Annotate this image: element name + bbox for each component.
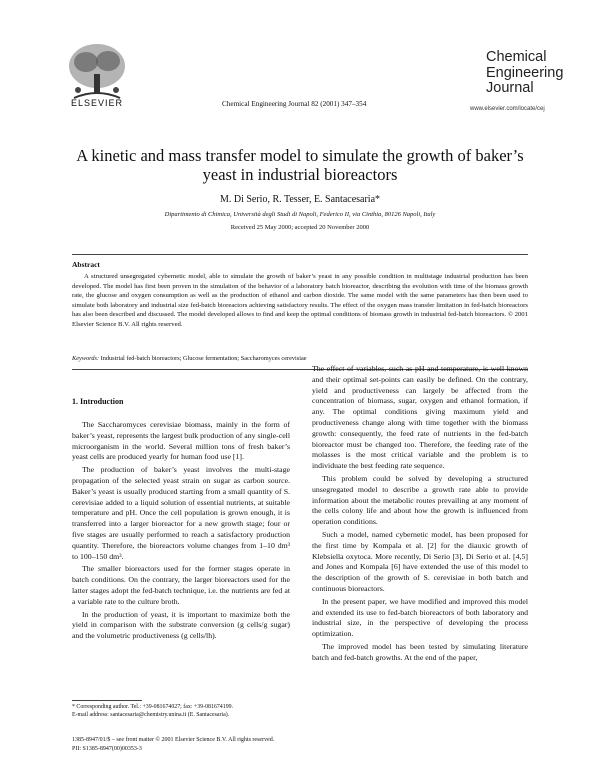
paragraph: The production of baker’s yeast involves the multi-stage propagation of the selected yeast strain on sugar as carbon source. Baker’s yeast is usually produced starting from a small quantity of S. cerevisiae added to a liquid solution of essential nutrients, at suitable temperature and pH. Once the cell population is grown enough, it is transferred into a larger bioreactor for a new growth stage; four or five stages are usually performed to reach a satisfactory production quantity. Therefore, the bioreactors volume changes from 1–10 dm³ to 100–150 dm³. (72, 465, 290, 561)
divider (72, 254, 528, 255)
section-heading: 1. Introduction (72, 397, 124, 406)
journal-citation: Chemical Engineering Journal 82 (2001) 347–354 (222, 100, 367, 108)
footnote-rule (72, 700, 142, 701)
journal-title-line: Chemical (486, 49, 547, 65)
paragraph: The effect of variables, such as pH and temperature, is well known and their optimal set-points can easily be defined. On the contrary, yield and productiveness can largely be affected from the concentration of biomass, sugar, oxygen and ethanol formation, if any. The optimal conditions giving maximum yield and productiveness change along with time together with the biomass growth: consequently, the feed rate of nutrients in the fed-batch bioreactor must be changed too. Therefore, the feeding rate of the molasses is the most critical variable and the problem is to individuate the best feeding rate sequence. (312, 364, 528, 471)
abstract-text: A structured unsegregated cybernetic model, able to simulate the growth of baker’s yeast in any possible condition in multistage industrial production has been developed. The model has first been proven in the simulation of the behavior of a laboratory batch bioreactor, describing the evolution with time of the biomass growth rate, the glucose and oxygen consumption as well as the production of ethanol and carbon dioxide. The same model with the same parameters has then been used to simulate both laboratory and industrial size fed-batch bioreactors achieving satisfactory results. The effect of the oxygen mass transfer limitation in fed-batch bioreactors has also been described and discussed. The model developed allows to find and keep the optimal conditions of biomass growth in industrial fed-batch bioreactors. © 2001 Elsevier Science B.V. All rights reserved. (72, 273, 528, 328)
left-column (72, 420, 290, 644)
issn-footer (72, 736, 532, 753)
paragraph: In the production of yeast, it is important to maximize both the yield in comparison with the substrate conversion (g cells/g sugar) and the volumetric productiveness (g cells/lh). (72, 609, 290, 641)
paragraph: The Saccharomyces cerevisiae biomass, mainly in the form of baker’s yeast, represents the largest bulk production of any single-cell microorganism in the world. Several million tons of fresh baker’s yeast cells are produced yearly for human food use [1]. (72, 420, 290, 462)
keywords (72, 355, 528, 362)
email-address: E-mail address: santacesaria@chemistry.unina.it (E. Santacesaria). (72, 712, 230, 718)
journal-title-line: Journal (486, 80, 534, 96)
keywords-label: Keywords: (72, 355, 100, 362)
abstract-heading: Abstract (72, 260, 100, 269)
journal-url[interactable]: www.elsevier.com/locate/cej (470, 106, 545, 112)
paragraph: In the present paper, we have modified and improved this model and extended its use to fed-batch bioreactors of both laboratory and industrial size, in the perspective of developing the process optimization. (312, 596, 528, 639)
journal-title-line: Engineering (486, 64, 564, 81)
corresponding-author: * Corresponding author. Tel.: +39-081674027; fax: +39-081674199. (72, 704, 234, 710)
publisher-name: ELSEVIER (70, 98, 124, 108)
paragraph: The improved model has been tested by simulating literature batch and fed-batch growths. At the end of the paper, (312, 641, 528, 662)
elsevier-tree-logo (64, 42, 130, 104)
journal-title (486, 50, 563, 97)
affiliation: Dipartimento di Chimica, Università degli Studi di Napoli, Federico II, via Cinthia, 80126 Napoli, Italy (164, 211, 436, 218)
paragraph: This problem could be solved by developing a structured unsegregated model to describe a growth rate able to provide information about the metabolic routes prevailing at any moment of the cells colony life and about how the growth is influenced from operation conditions. (312, 473, 528, 527)
footnote (72, 703, 312, 719)
issn-line: 1385-8947/01/$ – see front matter © 2001 Elsevier Science B.V. All rights reserved. (72, 737, 275, 743)
paragraph: Such a model, named cybernetic model, has been proposed for the first time by Kompala et al. [2] for the diauxic growth of Klebsiella oxytoca. More recently, Di Serio [3], Di Serio et al. [4,5] and Jones and Kompala [6] have extended the use of this model to the description of the growth of S. cerevisiae in both batch and continuous bioreactors. (312, 529, 528, 593)
pii-line: PII: S1385-8947(00)00353-3 (72, 745, 142, 752)
paper-title: A kinetic and mass transfer model to simulate the growth of baker’s yeast in industrial bioreactors (76, 146, 524, 184)
right-column (312, 364, 528, 666)
authors: M. Di Serio, R. Tesser, E. Santacesaria* (219, 194, 381, 205)
keywords-list: Industrial fed-batch bioreactors; Glucose fermentation; Saccharomyces cerevisiae (100, 355, 307, 362)
received-dates: Received 25 May 2000; accepted 20 November 2000 (230, 224, 370, 231)
paragraph: The smaller bioreactors used for the former stages operate in batch conditions. On the contrary, the larger bioreactors used for the latter stages adopt the fed-batch technique, i.e. the nutrients are fed at a variable rate to the culture broth. (72, 564, 290, 606)
